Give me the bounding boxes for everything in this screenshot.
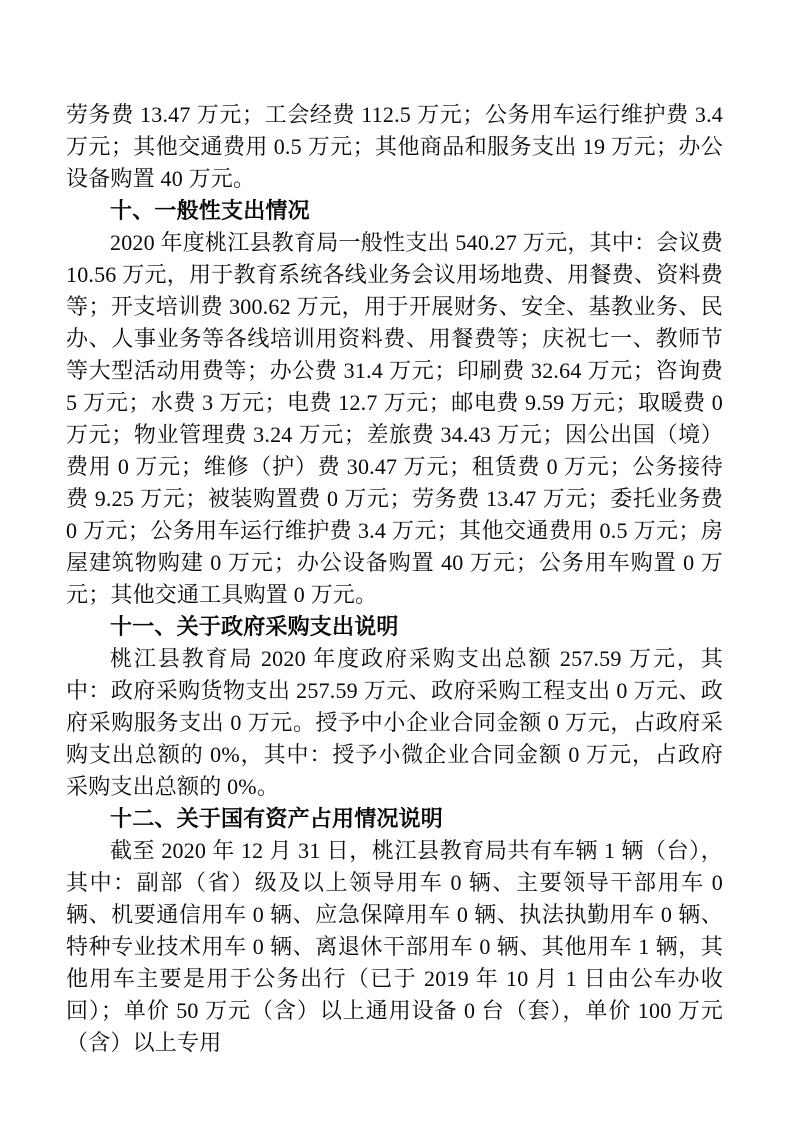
paragraph-general-expenditure-detail: 2020 年度桃江县教育局一般性支出 540.27 万元，其中：会议费 10.56 万元，用于教育系统各线业务会议用场地费、用餐费、资料费等；开支培训费 300.62 万元，用于开展财务、安全、基教业务、民办、人事业务等各线培训用资料费、用餐费等；庆祝七一、教师节等大型活动用费等；办公费 31.4 万元；印刷费 32.64 万元；咨询费 5 万元；水费 3 万元；电费 12.7 万元；邮电费 9.59 万元；取暖费 0 万元；物业管理费 3.24 万元；差旅费 34.43 万元；因公出国（境）费用 0 万元；维修（护）费 30.47 万元；租赁费 0 万元；公务接待费 9.25 万元；被装购置费 0 万元；劳务费 13.47 万元；委托业务费 0 万元；公务用车运行维护费 3.4 万元；其他交通费用 0.5 万元；房屋建筑物购建 0 万元；办公设备购置 40 万元；公务用车购置 0 万元；其他交通工具购置 0 万元。 [66, 230, 723, 607]
paragraph-government-procurement-detail: 桃江县教育局 2020 年度政府采购支出总额 257.59 万元，其中：政府采购货物支出 257.59 万元、政府采购工程支出 0 万元、政府采购服务支出 0 万元。授予中小企业合同金额 0 万元，占政府采购支出总额的 0%，其中：授予小微企业合同金额 0 万元，占政府采购支出总额的 0%。 [66, 646, 723, 799]
heading-section-12-state-assets: 十二、关于国有资产占用情况说明 [110, 806, 444, 831]
paragraph-other-expenses-continued: 劳务费 13.47 万元；工会经费 112.5 万元；公务用车运行维护费 3.4 万元；其他交通费用 0.5 万元；其他商品和服务支出 19 万元；办公设备购置 40 万元。 [66, 102, 723, 191]
heading-section-11-government-procurement: 十一、关于政府采购支出说明 [110, 614, 399, 639]
heading-section-10-general-expenditure: 十、一般性支出情况 [110, 198, 310, 223]
paragraph-state-assets-detail: 截至 2020 年 12 月 31 日，桃江县教育局共有车辆 1 辆（台），其中：副部（省）级及以上领导用车 0 辆、主要领导干部用车 0 辆、机要通信用车 0 辆、应急保障用车 0 辆、执法执勤用车 0 辆、特种专业技术用车 0 辆、离退休干部用车 0 辆、其他用车 1 辆，其他用车主要是用于公务出行（已于 2019 年 10 月 1 日由公车办收回）；单价 50 万元（含）以上通用设备 0 台（套），单价 100 万元（含）以上专用 [66, 838, 723, 1055]
